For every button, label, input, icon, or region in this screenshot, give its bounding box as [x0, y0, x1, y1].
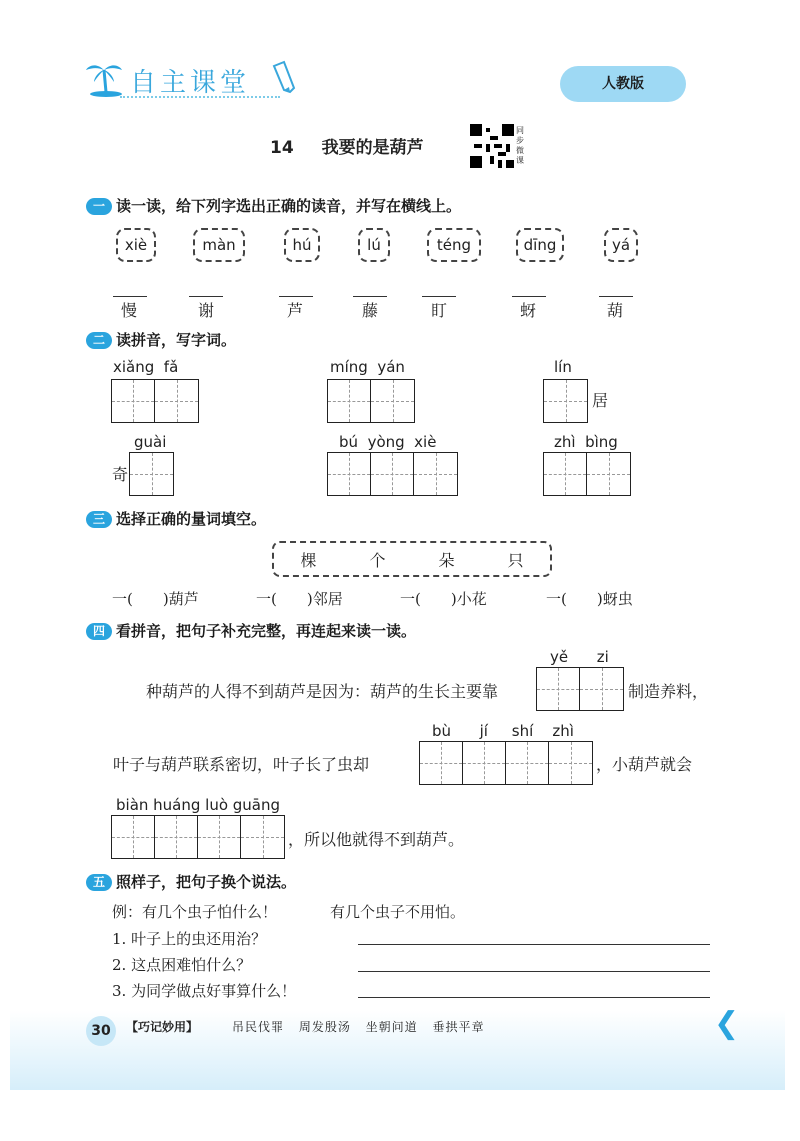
lesson-number: 14	[270, 138, 294, 158]
pinyin-prompt: guài	[134, 433, 167, 451]
section-1-heading	[86, 195, 461, 216]
section-5-badge: 五	[86, 874, 112, 891]
answer-line[interactable]	[358, 944, 710, 945]
sentence-text: 种葫芦的人得不到葫芦是因为：葫芦的生长主要靠	[146, 682, 499, 701]
pinyin-prompt: bú yòng xiè	[339, 433, 437, 451]
section-4-heading	[86, 620, 416, 641]
character: 葫	[607, 301, 624, 320]
answer-line[interactable]	[358, 997, 710, 998]
pinyin-option: dīng	[516, 228, 564, 262]
example-question: 例：有几个虫子怕什么！	[112, 903, 278, 921]
fill-blank[interactable]: 一( )邻居	[256, 590, 343, 608]
answer-line[interactable]	[512, 296, 546, 297]
section-5-title: 照样子，把句子换个说法。	[116, 873, 297, 891]
sentence-text: ，所以他就得不到葫芦。	[288, 830, 465, 849]
fill-blank[interactable]: 一( )葫芦	[112, 590, 199, 608]
pinyin-option: hú	[284, 228, 320, 262]
brand-underline	[120, 96, 280, 98]
writing-grid[interactable]	[327, 379, 415, 423]
character: 盯	[431, 301, 448, 320]
brand-title: 自主课堂	[130, 68, 251, 98]
section-4-title: 看拼音，把句子补充完整，再连起来读一读。	[116, 622, 417, 640]
section-3-badge: 三	[86, 511, 112, 528]
section-3-heading	[86, 508, 266, 529]
qr-code-icon[interactable]	[470, 124, 514, 168]
sentence-text: 制造养料，	[628, 682, 709, 701]
word-option: 个	[369, 550, 386, 570]
section-3-title: 选择正确的量词填空。	[116, 510, 267, 528]
character: 藤	[362, 301, 379, 320]
pinyin-prompt: xiǎng fǎ	[113, 358, 179, 376]
writing-grid[interactable]	[327, 452, 458, 496]
section-5-heading	[86, 871, 296, 892]
pinyin-option: xiè	[116, 228, 156, 262]
pinyin-option: lú	[358, 228, 390, 262]
word-option: 朵	[438, 550, 455, 570]
pencil-icon	[270, 60, 296, 94]
pinyin-prompt: lín	[554, 358, 572, 376]
given-character: 居	[592, 391, 609, 410]
writing-grid[interactable]	[111, 815, 285, 859]
lesson-title: 我要的是葫芦	[321, 138, 424, 158]
writing-grid[interactable]	[419, 741, 593, 785]
character: 慢	[121, 301, 138, 320]
footer-tag: 【巧记妙用】	[126, 1020, 199, 1034]
character: 谢	[198, 301, 215, 320]
chevron-left-icon[interactable]: ❮	[714, 1006, 740, 1041]
palm-tree-icon	[84, 58, 124, 98]
pinyin-option: yá	[604, 228, 638, 262]
sentence-text: ，小葫芦就会	[596, 755, 693, 774]
answer-line[interactable]	[189, 296, 223, 297]
section-4-badge: 四	[86, 623, 112, 640]
qr-label: 同步微课	[516, 126, 524, 165]
writing-grid[interactable]	[543, 452, 631, 496]
fill-blank[interactable]: 一( )蚜虫	[546, 590, 633, 608]
answer-line[interactable]	[358, 971, 710, 972]
pinyin-prompt: biàn huáng luò guāng	[116, 796, 281, 814]
edition-badge: 人教版	[560, 66, 686, 102]
footer-idioms: 吊民伐罪 周发殷汤 坐朝问道 垂拱平章	[232, 1020, 485, 1034]
pinyin-option: màn	[193, 228, 245, 262]
writing-grid[interactable]	[111, 379, 199, 423]
writing-grid[interactable]	[543, 379, 588, 423]
page-number: 30	[86, 1016, 116, 1046]
character: 蚜	[520, 301, 537, 320]
given-character: 奇	[112, 465, 129, 484]
pinyin-prompt: bù jí shí zhì	[432, 722, 574, 740]
answer-line[interactable]	[279, 296, 313, 297]
answer-line[interactable]	[113, 296, 147, 297]
pinyin-option: téng	[427, 228, 481, 262]
writing-grid[interactable]	[536, 667, 624, 711]
example-answer: 有几个虫子不用怕。	[330, 903, 466, 921]
word-option: 棵	[300, 550, 317, 570]
writing-grid[interactable]	[129, 452, 174, 496]
question: 2. 这点困难怕什么？	[112, 956, 252, 974]
section-2-heading	[86, 329, 236, 350]
answer-line[interactable]	[353, 296, 387, 297]
pinyin-prompt: míng yán	[330, 358, 405, 376]
lesson-heading	[270, 133, 424, 158]
section-2-badge: 二	[86, 332, 112, 349]
question: 3. 为同学做点好事算什么！	[112, 982, 297, 1000]
section-1-badge: 一	[86, 198, 112, 215]
character: 芦	[287, 301, 304, 320]
word-option: 只	[507, 550, 524, 570]
answer-line[interactable]	[599, 296, 633, 297]
fill-blank[interactable]: 一( )小花	[400, 590, 487, 608]
section-2-title: 读拼音，写字词。	[116, 331, 237, 349]
pinyin-prompt: zhì bìng	[554, 433, 618, 451]
pinyin-prompt: yě zi	[550, 648, 609, 666]
question: 1. 叶子上的虫还用治？	[112, 930, 267, 948]
word-bank	[272, 541, 552, 577]
section-1-title: 读一读，给下列字选出正确的读音，并写在横线上。	[116, 197, 462, 215]
answer-line[interactable]	[422, 296, 456, 297]
sentence-text: 叶子与葫芦联系密切，叶子长了虫却	[113, 755, 370, 774]
